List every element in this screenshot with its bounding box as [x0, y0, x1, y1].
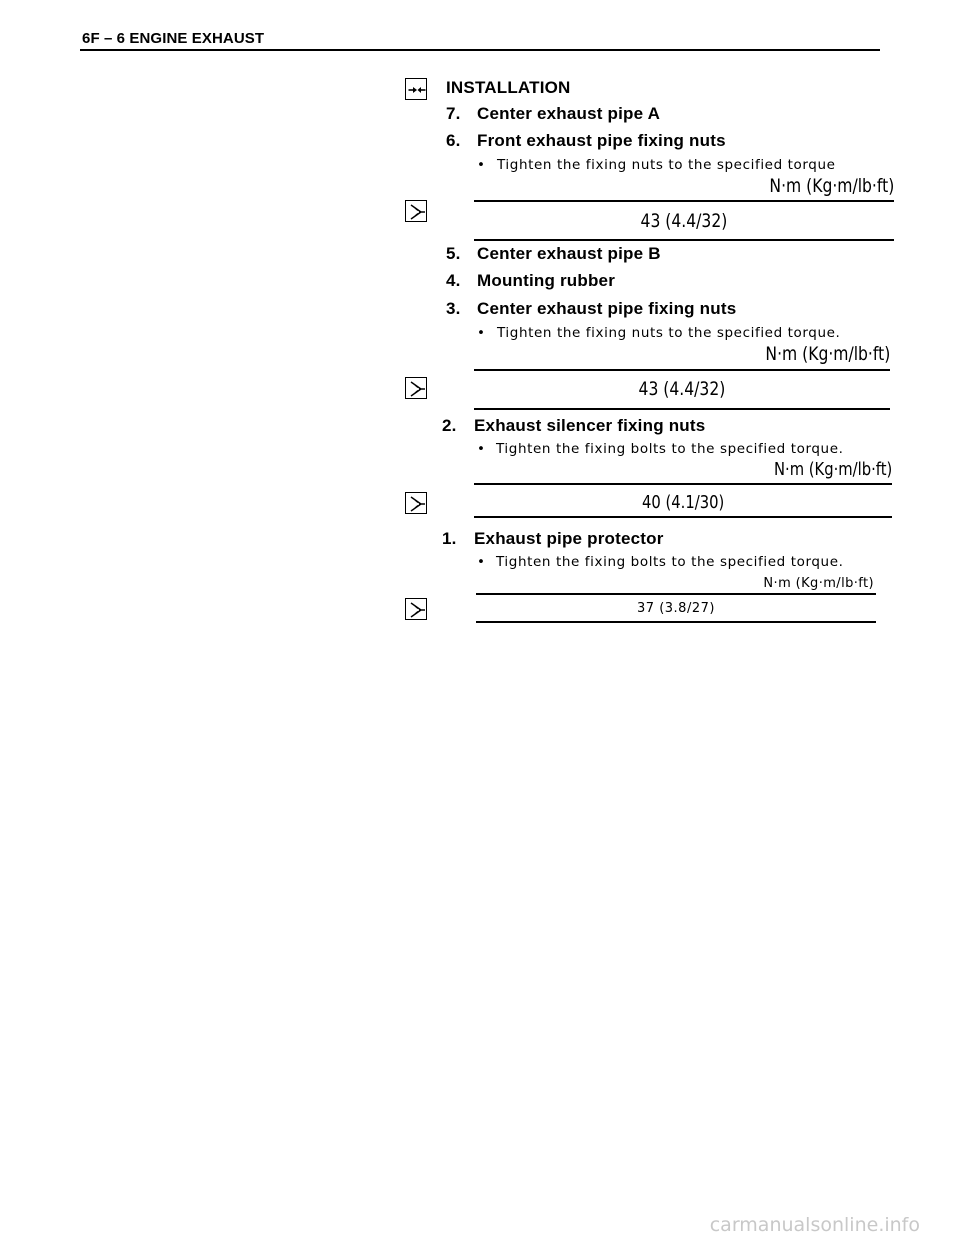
- torque-unit: N·m (Kg·m/lb·ft): [763, 576, 874, 591]
- bullet-mark: •: [477, 554, 486, 570]
- header-rule: [80, 49, 880, 51]
- step-number: 3.: [446, 299, 461, 318]
- step-note: [477, 325, 840, 341]
- step-label: Center exhaust pipe fixing nuts: [477, 299, 737, 318]
- note-text: Tighten the fixing bolts to the specified torque.: [496, 554, 844, 570]
- note-text: Tighten the fixing bolts to the specified torque.: [496, 441, 844, 457]
- step-number: 4.: [446, 271, 461, 290]
- torque-table-bottom-rule: [474, 516, 892, 518]
- note-text: Tighten the fixing nuts to the specified torque: [497, 157, 836, 173]
- step-number: 6.: [446, 131, 461, 150]
- torque-value: 37 (3.8/27): [637, 601, 715, 616]
- torque-value: 43 (4.4/32): [640, 210, 728, 232]
- torque-unit: N·m (Kg·m/lb·ft): [773, 459, 892, 480]
- step-number: 1.: [442, 529, 457, 548]
- step-label: Exhaust pipe protector: [474, 529, 664, 548]
- step-item: [446, 131, 726, 151]
- torque-table-top-rule: [474, 369, 890, 371]
- torque-table-top-rule: [474, 200, 894, 202]
- page-header-title: 6F – 6 ENGINE EXHAUST: [82, 30, 265, 47]
- torque-value: 43 (4.4/32): [638, 378, 726, 400]
- step-note: [477, 441, 844, 457]
- step-item: [446, 299, 736, 319]
- torque-value: 40 (4.1/30): [641, 492, 725, 513]
- bullet-mark: •: [477, 325, 486, 341]
- step-item: [446, 271, 615, 291]
- step-item: [442, 529, 664, 549]
- step-item: [446, 244, 661, 264]
- torque-wrench-icon: [405, 377, 427, 399]
- installation-arrows-icon: [405, 78, 427, 100]
- step-note: [477, 157, 836, 173]
- step-item: [442, 416, 705, 436]
- step-number: 7.: [446, 104, 461, 123]
- step-label: Center exhaust pipe B: [477, 244, 661, 263]
- step-label: Mounting rubber: [477, 271, 616, 290]
- torque-table-top-rule: [476, 593, 876, 595]
- step-label: Front exhaust pipe fixing nuts: [477, 131, 726, 150]
- torque-unit: N·m (Kg·m/lb·ft): [769, 175, 894, 197]
- torque-wrench-icon: [405, 598, 427, 620]
- torque-wrench-icon: [405, 492, 427, 514]
- bullet-mark: •: [477, 441, 486, 457]
- torque-unit: N·m (Kg·m/lb·ft): [765, 343, 890, 365]
- step-number: 2.: [442, 416, 457, 435]
- step-number: 5.: [446, 244, 461, 263]
- step-label: Center exhaust pipe A: [477, 104, 661, 123]
- torque-table-bottom-rule: [474, 239, 894, 241]
- watermark: carmanualsonline.info: [709, 1214, 920, 1236]
- torque-table-bottom-rule: [476, 621, 876, 623]
- step-note: [477, 554, 844, 570]
- note-text: Tighten the fixing nuts to the specified torque.: [497, 325, 841, 341]
- torque-table-bottom-rule: [474, 408, 890, 410]
- torque-wrench-icon: [405, 200, 427, 222]
- step-label: Exhaust silencer fixing nuts: [474, 416, 706, 435]
- bullet-mark: •: [477, 157, 486, 173]
- section-title: INSTALLATION: [446, 78, 571, 97]
- step-item: [446, 104, 660, 124]
- torque-table-top-rule: [474, 483, 892, 485]
